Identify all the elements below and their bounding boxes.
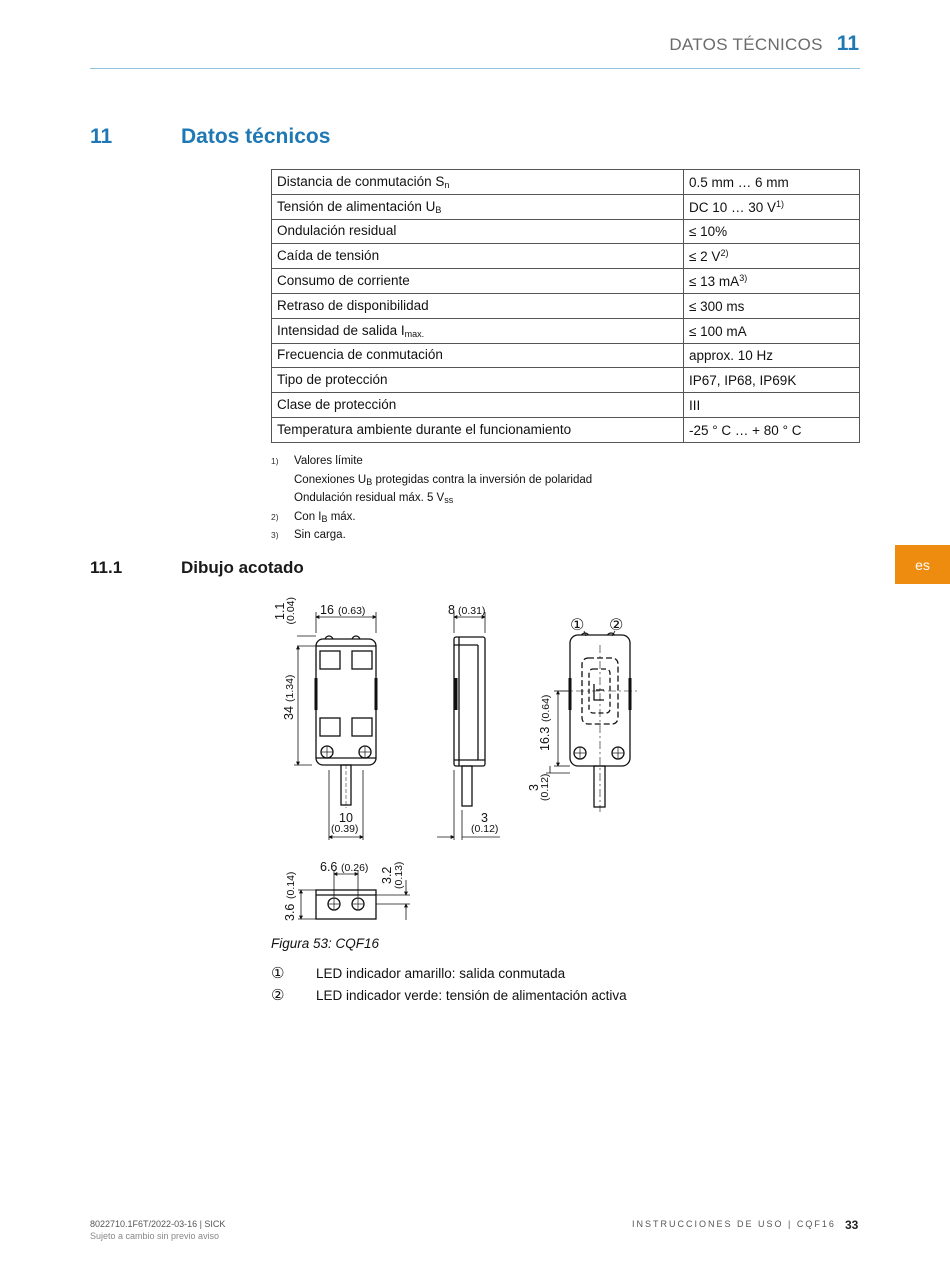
dim-34-label: 34 xyxy=(282,706,296,720)
spec-parameter-text: Intensidad de salida I xyxy=(277,322,405,338)
legend-item xyxy=(271,962,627,984)
footer-doc-id: 8022710.1F6T/2022-03-16 | SICK xyxy=(90,1219,226,1229)
legend-marker: ② xyxy=(271,987,285,1004)
dim-3b-label: 3 xyxy=(527,784,541,791)
footnote-text-main: Valores límite xyxy=(294,455,363,467)
dim-0-63-label: (0.63) xyxy=(338,605,366,617)
footnote-text-rest: protegidas contra la inversión de polaridad xyxy=(372,473,593,486)
legend-text: LED indicador amarillo: salida conmutada xyxy=(316,965,566,981)
footnote-mark: 3) xyxy=(271,530,279,541)
bottom-view xyxy=(316,890,376,919)
spec-parameter-text: Ondulación residual xyxy=(277,223,397,239)
spec-value-footnote-ref: 1) xyxy=(776,198,785,209)
footnote-text-subscript: B xyxy=(366,476,373,487)
spec-parameter-text: Clase de protección xyxy=(277,397,397,413)
legend-marker: ① xyxy=(271,965,285,982)
spec-parameter-text: Retraso de disponibilidad xyxy=(277,297,429,313)
section-number: 11.1 xyxy=(90,558,123,577)
spec-value-text: IP67, IP68, IP69K xyxy=(689,373,797,389)
spec-parameter-text: Caída de tensión xyxy=(277,248,380,264)
footnote-text-main: Con I xyxy=(294,510,322,523)
spec-value-text: ≤ 2 V xyxy=(689,249,721,265)
dim-0-12-label: (0.12) xyxy=(471,823,499,835)
dim-0-31-label: (0.31) xyxy=(458,605,486,617)
footnote-text-rest: máx. xyxy=(327,510,356,523)
side-view xyxy=(454,637,485,806)
dim-0-04-label: (0.04) xyxy=(285,597,297,625)
footnote-text-subscript: ss xyxy=(444,495,454,506)
spec-value-text: ≤ 13 mA xyxy=(689,274,740,290)
spec-value-text: -25 ° C … + 80 ° C xyxy=(689,422,802,438)
footnote-mark: 2) xyxy=(271,511,279,522)
legend-text: LED indicador verde: tensión de alimentación activa xyxy=(316,987,627,1003)
section-title: Dibujo acotado xyxy=(181,558,304,577)
language-tab[interactable]: es xyxy=(895,545,950,584)
spec-parameter-subscript: max. xyxy=(404,328,425,339)
page-number: 33 xyxy=(845,1218,859,1232)
dim-10-label: 10 xyxy=(339,811,353,825)
footer-left xyxy=(90,1218,225,1242)
footnote-text-subscript: B xyxy=(321,513,328,524)
dim-1-1-label: 1.1 xyxy=(273,602,287,620)
dim-16-label: 16 xyxy=(320,603,334,617)
front-view xyxy=(316,636,376,808)
dim-3-2-label: 3.2 xyxy=(380,866,394,884)
dim-0-12b-label: (0.12) xyxy=(539,773,551,801)
figure-caption: Figura 53: CQF16 xyxy=(271,936,380,951)
spec-value-text: ≤ 300 ms xyxy=(689,298,745,314)
spec-value-text: DC 10 … 30 V xyxy=(689,199,777,215)
spec-parameter-text: Consumo de corriente xyxy=(277,273,410,289)
dim-0-14-label: (0.14) xyxy=(285,871,297,899)
footer-doc-title: INSTRUCCIONES DE USO | CQF16 xyxy=(632,1219,836,1229)
back-view xyxy=(560,633,640,812)
spec-parameter-subscript: B xyxy=(435,204,442,215)
spec-value-text: ≤ 100 mA xyxy=(689,323,747,339)
led-marker-1: ① xyxy=(570,617,585,634)
running-header-title: DATOS TÉCNICOS xyxy=(669,35,823,54)
dim-0-39-label: (0.39) xyxy=(331,823,359,835)
spec-parameter-text: Frecuencia de conmutación xyxy=(277,347,443,363)
spec-value-footnote-ref: 3) xyxy=(739,273,748,284)
dim-3-label: 3 xyxy=(481,811,488,825)
spec-parameter-text: Tipo de protección xyxy=(277,372,388,388)
chapter-number: 11 xyxy=(90,125,113,148)
spec-value-text: 0.5 mm … 6 mm xyxy=(689,174,789,190)
chapter-title: Datos técnicos xyxy=(181,125,331,148)
dim-3-6-label: 3.6 xyxy=(283,903,297,921)
footnote-text-main: Sin carga. xyxy=(294,529,346,542)
running-header-number: 11 xyxy=(836,32,859,55)
spec-parameter-text: Temperatura ambiente durante el funcionamiento xyxy=(277,421,572,437)
dim-0-26-label: (0.26) xyxy=(341,862,369,874)
dim-0-64-label: (0.64) xyxy=(540,694,552,722)
figure-legend xyxy=(271,962,627,1006)
footer-notice: Sujeto a cambio sin previo aviso xyxy=(90,1231,220,1241)
footnote-text-main: Conexiones U xyxy=(294,473,367,486)
dim-16-3-label: 16.3 xyxy=(538,726,552,751)
footnote-text-main: Ondulación residual máx. 5 V xyxy=(294,492,445,505)
spec-parameter-text: Tensión de alimentación U xyxy=(277,198,436,214)
legend-item xyxy=(271,984,627,1006)
dim-1-34-label: (1.34) xyxy=(284,674,296,702)
spec-value-text: approx. 10 Hz xyxy=(689,348,774,364)
dim-6-6-label: 6.6 xyxy=(320,860,338,874)
spec-value-footnote-ref: 2) xyxy=(720,248,729,259)
dim-8-label: 8 xyxy=(448,603,455,617)
footnote-mark: 1) xyxy=(271,456,279,466)
spec-parameter-subscript: n xyxy=(444,179,450,190)
spec-parameter-text: Distancia de conmutación S xyxy=(277,173,445,189)
spec-value-text: ≤ 10% xyxy=(689,224,728,240)
led-marker-2: ② xyxy=(609,617,624,634)
spec-value-text: III xyxy=(689,398,701,414)
dim-0-13-label: (0.13) xyxy=(393,861,405,889)
